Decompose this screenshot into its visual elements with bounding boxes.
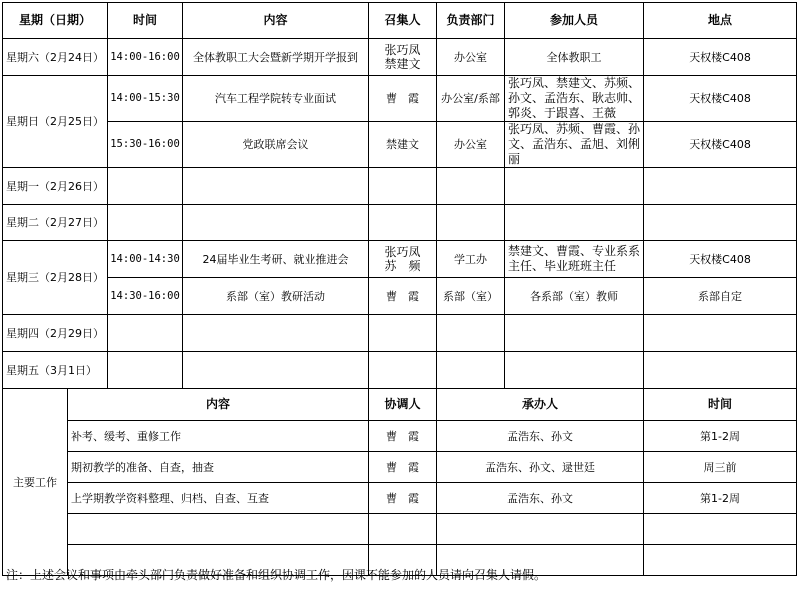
table-row (3, 352, 797, 389)
event-dept: 办公室/系部 (437, 76, 505, 122)
empty-cell (437, 205, 505, 241)
work-handler: 孟浩东、孙文 (437, 483, 644, 514)
table-row (3, 168, 797, 205)
event-convener: 曹 霞 (369, 278, 437, 315)
main-work-header-coordinator: 协调人 (369, 389, 437, 421)
work-handler: 孟浩东、孙文、逯世廷 (437, 452, 644, 483)
event-content: 全体教职工大会暨新学期开学报到 (183, 39, 369, 76)
day-monday: 星期一（2月26日） (3, 168, 108, 205)
empty-cell (108, 315, 183, 352)
table-row (3, 122, 797, 168)
empty-cell (505, 315, 644, 352)
empty-cell (108, 205, 183, 241)
empty-cell (369, 352, 437, 389)
event-location: 系部自定 (644, 278, 797, 315)
header-day: 星期（日期） (3, 3, 108, 39)
day-friday: 星期五（3月1日） (3, 352, 108, 389)
main-work-header-row (3, 389, 797, 421)
event-dept: 学工办 (437, 241, 505, 278)
main-work-header-content: 内容 (68, 389, 369, 421)
table-row (3, 315, 797, 352)
event-location: 天权楼C408 (644, 122, 797, 168)
event-time: 14:00-16:00 (108, 39, 183, 76)
header-convener: 召集人 (369, 3, 437, 39)
main-work-header-time: 时间 (644, 389, 797, 421)
work-coordinator: 曹 霞 (369, 483, 437, 514)
work-content: 补考、缓考、重修工作 (68, 421, 369, 452)
empty-cell (369, 315, 437, 352)
empty-cell (183, 205, 369, 241)
empty-cell (505, 168, 644, 205)
event-location: 天权楼C408 (644, 241, 797, 278)
event-participants: 张巧凤、禁建文、苏频、孙文、孟浩东、耿志帅、郭炎、于跟喜、王薇 (505, 76, 644, 122)
empty-cell (644, 315, 797, 352)
empty-cell (644, 514, 797, 545)
empty-cell (68, 514, 369, 545)
event-participants: 禁建文、曹霞、专业系系主任、毕业班班主任 (505, 241, 644, 278)
event-dept: 办公室 (437, 122, 505, 168)
empty-cell (437, 352, 505, 389)
header-participants: 参加人员 (505, 3, 644, 39)
work-coordinator: 曹 霞 (369, 421, 437, 452)
table-row (3, 241, 797, 278)
empty-cell (369, 168, 437, 205)
event-content: 汽车工程学院转专业面试 (183, 76, 369, 122)
event-time: 14:30-16:00 (108, 278, 183, 315)
work-time: 第1-2周 (644, 483, 797, 514)
day-sunday: 星期日（2月25日） (3, 76, 108, 168)
day-wednesday: 星期三（2月28日） (3, 241, 108, 315)
day-thursday: 星期四（2月29日） (3, 315, 108, 352)
empty-cell (644, 205, 797, 241)
event-participants: 各系部（室）教师 (505, 278, 644, 315)
event-convener: 张巧凤 苏 频 (369, 241, 437, 278)
event-location: 天权楼C408 (644, 39, 797, 76)
work-time: 周三前 (644, 452, 797, 483)
empty-cell (369, 205, 437, 241)
day-saturday: 星期六（2月24日） (3, 39, 108, 76)
work-content: 上学期教学资料整理、归档、自查、互查 (68, 483, 369, 514)
event-dept: 办公室 (437, 39, 505, 76)
empty-cell (644, 168, 797, 205)
header-content: 内容 (183, 3, 369, 39)
empty-cell (183, 315, 369, 352)
event-convener: 禁建文 (369, 122, 437, 168)
event-location: 天权楼C408 (644, 76, 797, 122)
event-participants: 全体教职工 (505, 39, 644, 76)
table-row (3, 76, 797, 122)
work-time: 第1-2周 (644, 421, 797, 452)
work-handler: 孟浩东、孙文 (437, 421, 644, 452)
day-tuesday: 星期二（2月27日） (3, 205, 108, 241)
table-row (3, 483, 797, 514)
empty-cell (108, 168, 183, 205)
header-time: 时间 (108, 3, 183, 39)
table-row (3, 39, 797, 76)
table-row (3, 278, 797, 315)
event-time: 14:00-14:30 (108, 241, 183, 278)
main-work-label: 主要工作 (3, 389, 68, 576)
empty-cell (644, 545, 797, 576)
event-content: 24届毕业生考研、就业推进会 (183, 241, 369, 278)
empty-cell (437, 514, 644, 545)
empty-cell (437, 315, 505, 352)
header-dept: 负责部门 (437, 3, 505, 39)
table-row (3, 421, 797, 452)
event-time: 14:00-15:30 (108, 76, 183, 122)
empty-cell (183, 352, 369, 389)
header-location: 地点 (644, 3, 797, 39)
table-row (3, 452, 797, 483)
schedule-table (2, 2, 797, 576)
empty-cell (505, 352, 644, 389)
empty-cell (183, 168, 369, 205)
empty-cell (437, 168, 505, 205)
work-coordinator: 曹 霞 (369, 452, 437, 483)
header-row (3, 3, 797, 39)
event-convener: 曹 霞 (369, 76, 437, 122)
event-convener: 张巧凤 禁建文 (369, 39, 437, 76)
event-dept: 系部（室） (437, 278, 505, 315)
empty-cell (644, 352, 797, 389)
event-time: 15:30-16:00 (108, 122, 183, 168)
main-work-header-handler: 承办人 (437, 389, 644, 421)
footnote: 注：上述会议和事项由牵头部门负责做好准备和组织协调工作，因课不能参加的人员请向召集人请假。 (6, 568, 547, 582)
table-row (3, 514, 797, 545)
event-participants: 张巧凤、苏频、曹霞、孙文、孟浩东、孟旭、刘俐丽 (505, 122, 644, 168)
empty-cell (108, 352, 183, 389)
table-row (3, 205, 797, 241)
event-content: 党政联席会议 (183, 122, 369, 168)
event-content: 系部（室）教研活动 (183, 278, 369, 315)
empty-cell (505, 205, 644, 241)
empty-cell (369, 514, 437, 545)
work-content: 期初教学的准备、自查，抽查 (68, 452, 369, 483)
